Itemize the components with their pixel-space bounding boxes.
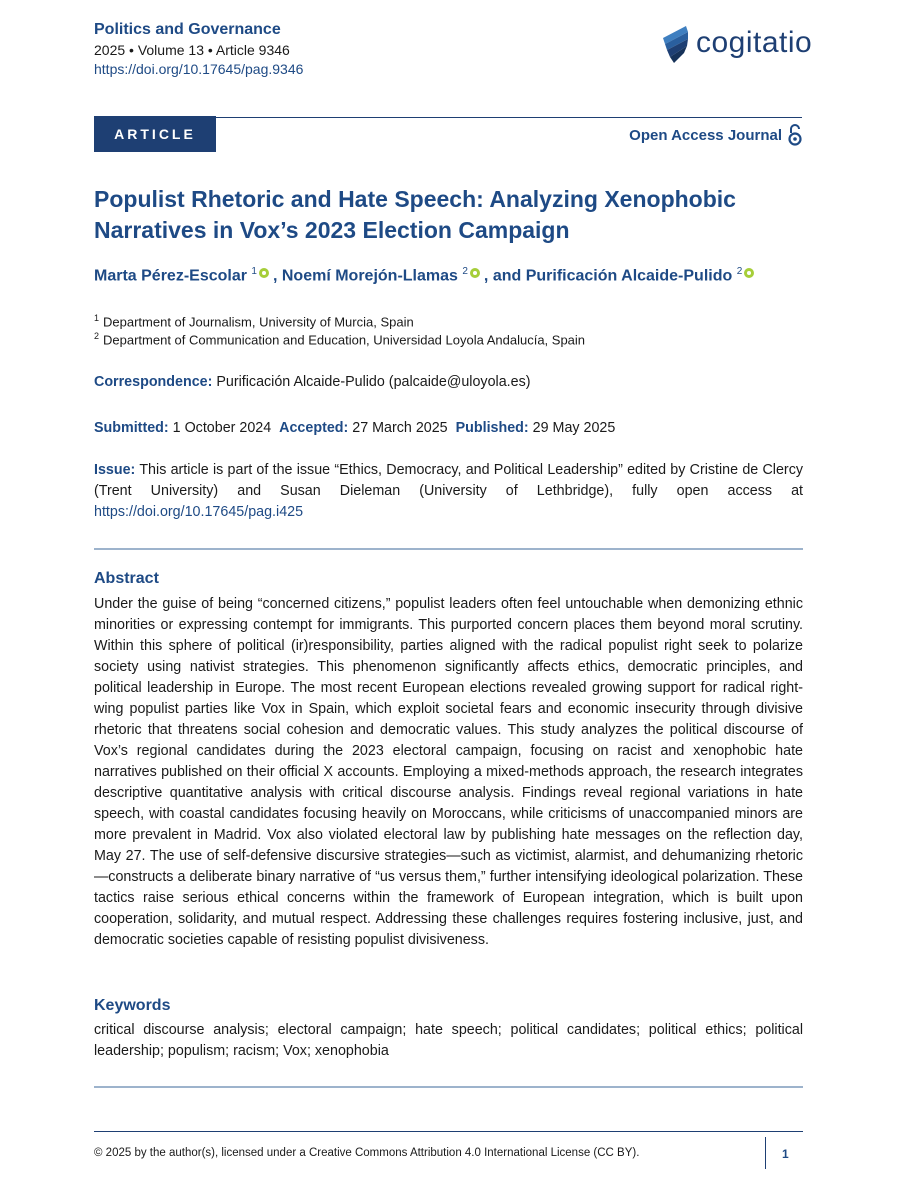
abstract-heading: Abstract — [94, 570, 159, 587]
published-label: Published: — [455, 420, 529, 436]
author-affiliation-mark: 1 — [251, 266, 257, 277]
affiliation-1 — [94, 313, 414, 329]
author-name: Purificación Alcaide-Pulido — [525, 267, 733, 285]
affiliation-number: 1 — [94, 313, 100, 323]
submitted-date: 1 October 2024 — [172, 420, 272, 436]
submitted-label: Submitted: — [94, 420, 169, 436]
open-access-text: Open Access Journal — [629, 126, 782, 144]
published-date: 29 May 2025 — [532, 420, 616, 436]
license-text: © 2025 by the author(s), licensed under a Creative Commons Attribution 4.0 International License (CC BY). — [94, 1147, 640, 1159]
author-affiliation-mark: 2 — [462, 266, 468, 277]
orcid-icon[interactable] — [470, 268, 480, 278]
publisher-name: cogitatio — [696, 26, 813, 59]
affiliation-text: Department of Journalism, University of Murcia, Spain — [103, 314, 414, 330]
footer-separator — [765, 1137, 766, 1169]
keywords-heading: Keywords — [94, 997, 171, 1014]
correspondence-label: Correspondence: — [94, 374, 213, 390]
issue-doi-link[interactable]: https://doi.org/10.17645/pag.i425 — [94, 504, 304, 520]
journal-name: Politics and Governance — [94, 21, 281, 38]
cogitatio-logo-icon — [660, 22, 690, 64]
accepted-date: 27 March 2025 — [352, 420, 448, 436]
journal-header — [94, 20, 303, 79]
author-separator: , — [272, 267, 282, 285]
article-title: Populist Rhetoric and Hate Speech: Analyzing Xenophobic Narratives in Vox’s 2023 Election Campaign — [94, 186, 736, 243]
author-separator: , and — [483, 267, 526, 285]
orcid-icon[interactable] — [744, 268, 754, 278]
author-list — [94, 266, 758, 285]
issue-info — [94, 460, 803, 523]
article-doi-link[interactable]: https://doi.org/10.17645/pag.9346 — [94, 61, 304, 77]
orcid-icon[interactable] — [259, 268, 269, 278]
issue-text: This article is part of the issue “Ethics, Democracy, and Political Leadership” edited by Cristine de Clercy (Trent University) and Susan Dieleman (University of Lethbridge), fully open access at — [94, 462, 803, 499]
correspondence-text: Purificación Alcaide-Pulido (palcaide@uloyola.es) — [216, 374, 531, 390]
correspondence — [94, 372, 530, 393]
section-divider — [94, 548, 803, 550]
article-type-label: ARTICLE — [94, 116, 216, 152]
journal-meta: 2025 • Volume 13 • Article 9346 — [94, 42, 290, 58]
band-divider — [216, 117, 802, 118]
affiliation-text: Department of Communication and Education, Universidad Loyola Andalucía, Spain — [103, 332, 586, 348]
open-access-badge — [629, 124, 802, 146]
keywords-text: critical discourse analysis; electoral campaign; hate speech; political candidates; political ethics; political leadership; populism; racism; Vox; xenophobia — [94, 1022, 803, 1059]
page-number: 1 — [782, 1147, 789, 1161]
abstract-text: Under the guise of being “concerned citizens,” populist leaders often feel untouchable when demonizing ethnic minorities or expressing contempt for immigrants. This purported concern places them beyond moral scrutiny. Within this sphere of political (ir)responsibility, parties aligned with the radical populist right seek to polarize society using nativist strategies. This phenomenon significantly affects ethics, democratic principles, and political leadership in Europe. The most recent European elections revealed growing support for radical right-wing populist parties like Vox in Spain, which exploit societal fears and economic insecurity through divisive rhetoric that threatens social cohesion and democratic values. This study analyzes the political discourse of Vox’s regional candidates during the 2023 electoral campaign, focusing on racist and xenophobic hate narratives published on their official X accounts. Employing a mixed-methods approach, the research integrates descriptive quantitative analysis with critical discourse analysis. Findings reveal regional variations in hate speech, with coastal candidates focusing heavily on Moroccans, while criticisms of unaccompanied minors are more prevalent in Madrid. Vox also violated electoral law by publishing hate messages on the reflection day, May 27. The use of self-defensive discursive strategies—such as victimist, alarmist, and dehumanizing rhetoric—constructs a deliberate binary narrative of “us versus them,” further intensifying ideological polarization. These tactics raise serious ethical concerns within the framework of European integration, which is built upon cooperation, solidarity, and mutual respect. Addressing these challenges requires fostering inclusive, just, and democratic societies capable of resisting populist divisiveness. — [94, 596, 803, 948]
author-name: Noemí Morejón-Llamas — [281, 267, 458, 285]
author-name: Marta Pérez-Escolar — [94, 267, 247, 285]
footer-divider — [94, 1131, 803, 1132]
author-affiliation-mark: 2 — [736, 266, 743, 277]
publisher-logo — [660, 22, 812, 64]
publication-dates — [94, 418, 615, 439]
affiliation-2 — [94, 331, 585, 347]
affiliation-number: 2 — [94, 331, 100, 341]
section-divider — [94, 1086, 803, 1088]
accepted-label: Accepted: — [279, 420, 349, 436]
open-access-lock-icon — [788, 124, 802, 146]
issue-label: Issue: — [94, 462, 136, 478]
